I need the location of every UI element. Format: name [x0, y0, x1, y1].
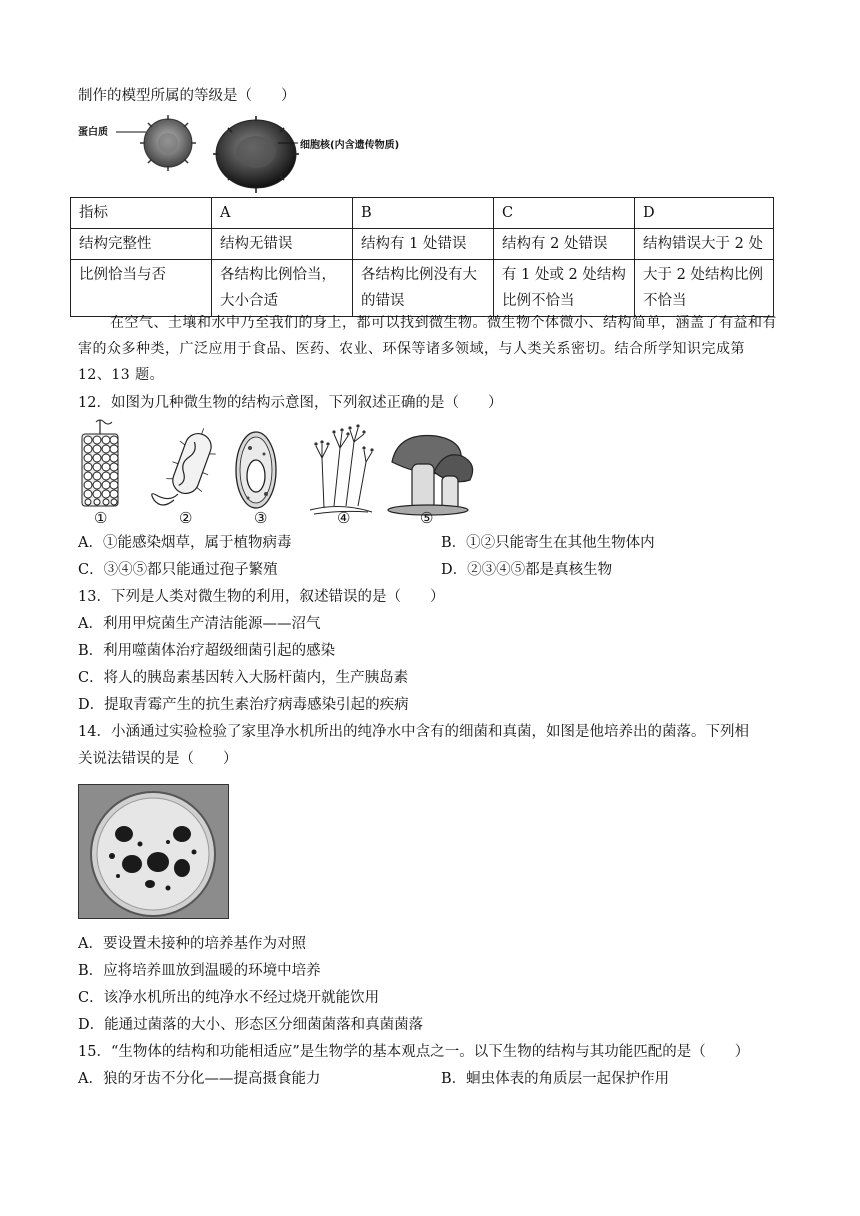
- petri-dish-photo: [78, 784, 229, 919]
- table-header-cell: C: [494, 198, 635, 229]
- table-row: [71, 260, 774, 317]
- q13-option-d[interactable]: D．提取青霉产生的抗生素治疗病毒感染引起的疾病: [78, 697, 409, 713]
- table-cell: 结构有 2 处错误: [494, 229, 635, 260]
- virus-model-figure: [78, 110, 418, 196]
- figure-label-5: ⑤: [420, 509, 434, 527]
- table-cell: 有 1 处或 2 处结构比例不恰当: [494, 260, 635, 317]
- question-14-stem-line2: 关说法错误的是（ ）: [78, 751, 238, 767]
- table-cell: 各结构比例没有大的错误: [353, 260, 494, 317]
- q12-option-d[interactable]: D．②③④⑤都是真核生物: [441, 562, 613, 578]
- q14-option-d[interactable]: D．能通过菌落的大小、形态区分细菌菌落和真菌菌落: [78, 1017, 424, 1033]
- table-header-cell: A: [212, 198, 353, 229]
- question-14-stem-line1: 14．小涵通过实验检验了家里净水机所出的纯净水中含有的细菌和真菌，如图是他培养出的菌落。下列相: [78, 724, 749, 740]
- figure-label-1: ①: [94, 509, 108, 527]
- q12-option-a[interactable]: A．①能感染烟草，属于植物病毒: [78, 535, 292, 551]
- figure-label-3: ③: [254, 509, 268, 527]
- table-row: [71, 229, 774, 260]
- table-header-cell: 指标: [71, 198, 212, 229]
- question-12-stem: 12．如图为几种微生物的结构示意图，下列叙述正确的是（ ）: [78, 395, 503, 411]
- protein-label: 蛋白质: [78, 127, 108, 138]
- q14-option-a[interactable]: A．要设置未接种的培养基作为对照: [78, 936, 306, 952]
- q14-option-c[interactable]: C．该净水机所出的纯净水不经过烧开就能饮用: [78, 990, 380, 1006]
- table-cell: 结构错误大于 2 处: [635, 229, 774, 260]
- question-11-stem: 制作的模型所属的等级是（ ）: [78, 88, 296, 104]
- q15-option-a[interactable]: A．狼的牙齿不分化——提高摄食能力: [78, 1071, 321, 1087]
- table-header-cell: D: [635, 198, 774, 229]
- table-cell: 结构完整性: [71, 229, 212, 260]
- figure-label-2: ②: [179, 509, 193, 527]
- grading-table: [70, 197, 774, 317]
- q13-option-b[interactable]: B．利用噬菌体治疗超级细菌引起的感染: [78, 643, 336, 659]
- table-header-cell: B: [353, 198, 494, 229]
- q14-option-b[interactable]: B．应将培养皿放到温暖的环境中培养: [78, 963, 321, 979]
- table-header-row: [71, 198, 774, 229]
- q12-option-b[interactable]: B．①②只能寄生在其他生物体内: [441, 535, 655, 551]
- q13-option-a[interactable]: A．利用甲烷菌生产清洁能源——沼气: [78, 616, 321, 632]
- table-cell: 结构无错误: [212, 229, 353, 260]
- table-cell: 各结构比例恰当，大小合适: [212, 260, 353, 317]
- nucleus-label: 细胞核(内含遗传物质): [300, 140, 400, 151]
- q15-option-b[interactable]: B．蛔虫体表的角质层一起保护作用: [441, 1071, 670, 1087]
- table-cell: 结构有 1 处错误: [353, 229, 494, 260]
- microorganism-figure: [78, 418, 478, 530]
- q12-option-c[interactable]: C．③④⑤都只能通过孢子繁殖: [78, 562, 278, 578]
- table-cell: 大于 2 处结构比例不恰当: [635, 260, 774, 317]
- question-13-stem: 13．下列是人类对微生物的利用，叙述错误的是（ ）: [78, 589, 445, 605]
- q13-option-c[interactable]: C．将人的胰岛素基因转入大肠杆菌内，生产胰岛素: [78, 670, 409, 686]
- table-cell: 比例恰当与否: [71, 260, 212, 317]
- figure-label-4: ④: [337, 509, 351, 527]
- question-15-stem: 15．“生物体的结构和功能相适应”是生物学的基本观点之一。以下生物的结构与其功能匹配的是（ ）: [78, 1044, 750, 1060]
- intro-passage: 在空气、土壤和水中乃至我们的身上，都可以找到微生物。微生物个体微小、结构简单，涵盖了有益和有害的众多种类，广泛应用于食品、医药、农业、环保等诸多领域，与人类关系密切。结合所学知识完成第 12、13 题。: [78, 315, 777, 383]
